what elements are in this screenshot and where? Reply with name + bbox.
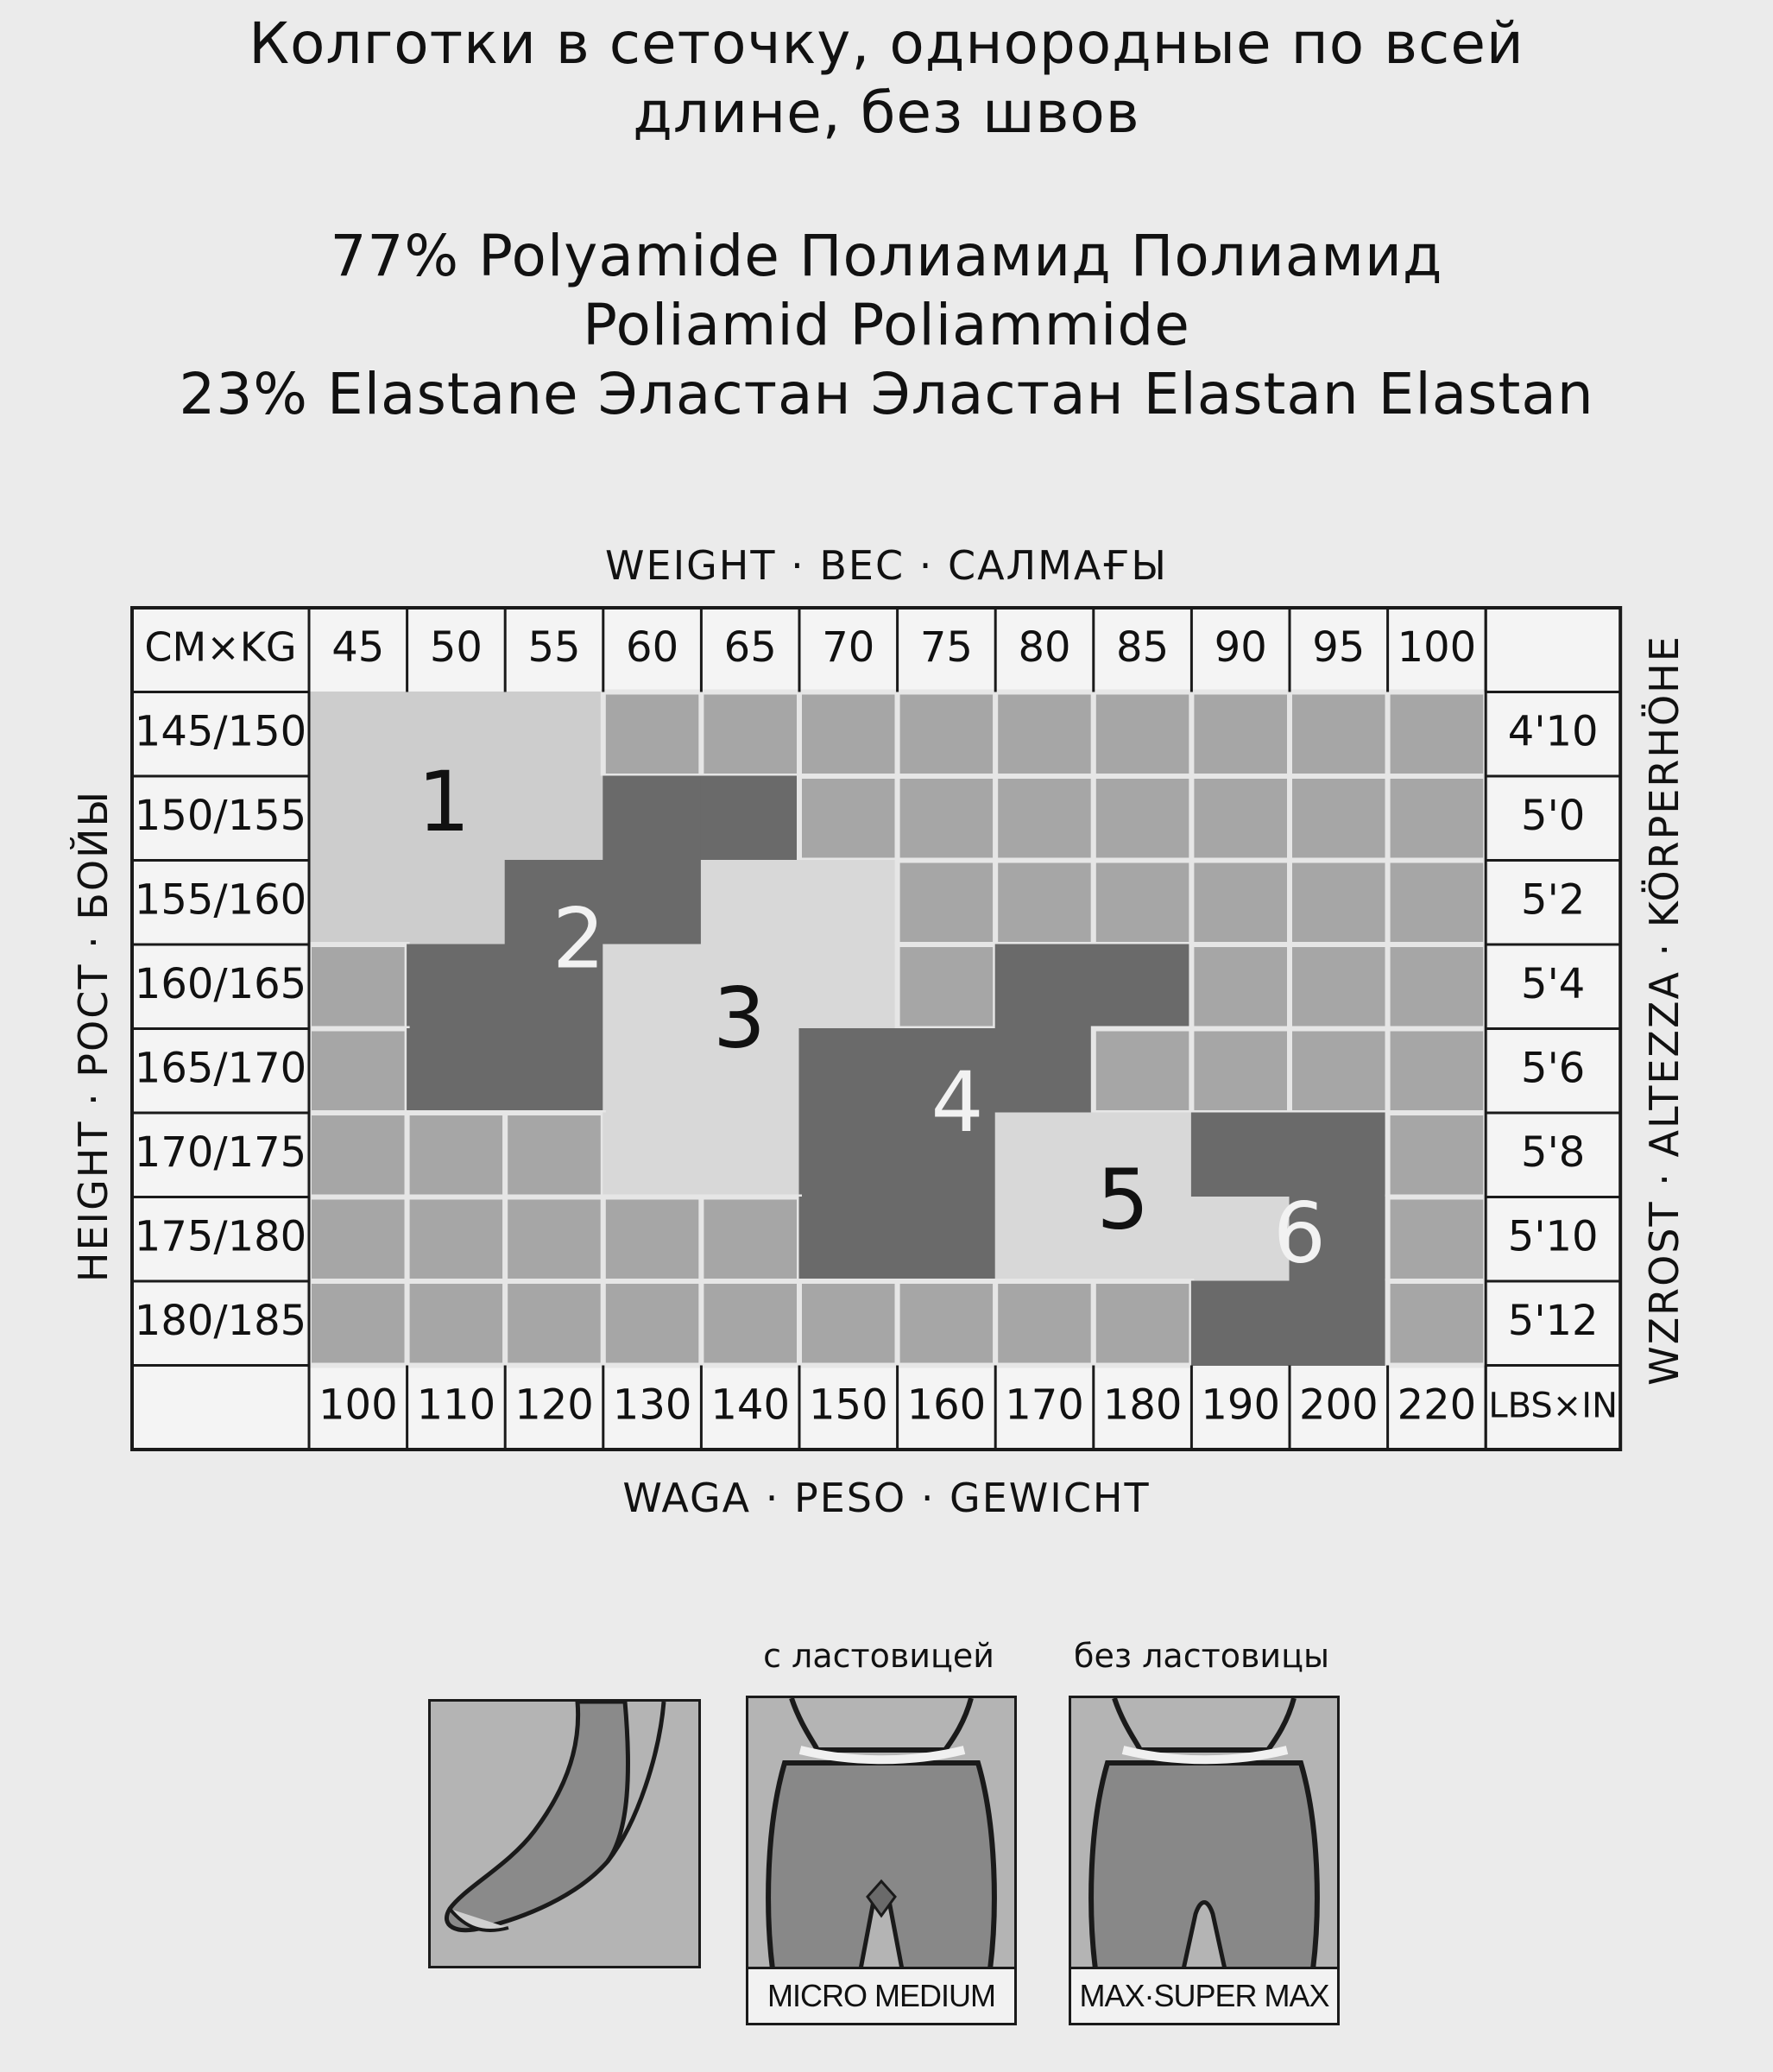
size-cell bbox=[1388, 692, 1486, 777]
lbs-tick-label: 130 bbox=[612, 1380, 692, 1430]
size-cell bbox=[1191, 1029, 1290, 1114]
in-tick-label: 5'12 bbox=[1507, 1296, 1599, 1345]
size-cell bbox=[505, 1281, 603, 1366]
size-cell bbox=[898, 861, 996, 945]
size-zone-label: 2 bbox=[552, 890, 605, 988]
size-zone-label: 4 bbox=[931, 1053, 984, 1151]
size-cell bbox=[701, 861, 799, 945]
size-cell bbox=[799, 692, 898, 777]
micro-medium-caption: MICRO MEDIUM bbox=[748, 1967, 1014, 2023]
size-cell bbox=[309, 1113, 407, 1197]
size-cell bbox=[995, 692, 1094, 777]
size-cell bbox=[309, 776, 407, 861]
size-cell bbox=[1094, 776, 1192, 861]
in-tick-label: 5'8 bbox=[1521, 1128, 1586, 1177]
size-cell bbox=[1191, 1281, 1290, 1366]
size-cell bbox=[898, 1197, 996, 1282]
size-cell bbox=[1191, 861, 1290, 945]
size-cell bbox=[1290, 861, 1388, 945]
kg-tick-label: 100 bbox=[1397, 622, 1477, 672]
size-cell bbox=[1094, 1281, 1192, 1366]
in-tick-label: 5'6 bbox=[1521, 1044, 1586, 1093]
size-cell bbox=[898, 776, 996, 861]
kg-tick-label: 80 bbox=[1018, 622, 1071, 672]
kg-tick-label: 70 bbox=[822, 622, 875, 672]
product-title-line-2: длине, без швов bbox=[633, 79, 1140, 146]
cm-tick-label: 155/160 bbox=[134, 875, 307, 925]
size-cell bbox=[1388, 776, 1486, 861]
size-cell bbox=[1191, 776, 1290, 861]
foot-drawing bbox=[431, 1702, 698, 1966]
size-zone-label: 1 bbox=[417, 753, 470, 850]
size-cell bbox=[1388, 944, 1486, 1029]
size-cell bbox=[1094, 944, 1192, 1029]
size-cell bbox=[309, 692, 407, 777]
wzrost-axis-title: WZROST · ALTEZZA · KÖRPERHÖHE bbox=[1641, 635, 1688, 1386]
size-cell bbox=[701, 1197, 799, 1282]
kg-tick-label: 55 bbox=[527, 622, 581, 672]
size-cell bbox=[309, 1197, 407, 1282]
size-cell bbox=[603, 1197, 702, 1282]
size-cell bbox=[603, 776, 702, 861]
size-zone-label: 3 bbox=[713, 970, 767, 1067]
size-cell bbox=[1290, 1029, 1388, 1114]
size-cell bbox=[309, 1029, 407, 1114]
size-cell bbox=[1191, 692, 1290, 777]
corner-lbs-in: LBS×IN bbox=[1488, 1386, 1618, 1426]
in-tick-label: 5'0 bbox=[1521, 791, 1586, 840]
size-cell bbox=[309, 944, 407, 1029]
size-cell bbox=[1290, 776, 1388, 861]
size-cell bbox=[407, 1029, 506, 1114]
height-axis-title: HEIGHT · РОСТ · БОЙЫ bbox=[70, 789, 117, 1283]
size-cell bbox=[799, 1113, 898, 1197]
size-cell bbox=[995, 944, 1094, 1029]
kg-tick-label: 60 bbox=[626, 622, 679, 672]
corner-cm-kg: CM×KG bbox=[144, 623, 297, 671]
product-title-line-1: Колготки в сеточку, однородные по всей bbox=[249, 10, 1524, 77]
size-cell bbox=[309, 861, 407, 945]
lbs-tick-label: 200 bbox=[1298, 1380, 1379, 1430]
cm-tick-label: 165/170 bbox=[134, 1044, 307, 1093]
size-cell bbox=[407, 1281, 506, 1366]
kg-tick-label: 45 bbox=[331, 622, 385, 672]
size-cell bbox=[1290, 944, 1388, 1029]
cm-tick-label: 170/175 bbox=[134, 1128, 307, 1177]
kg-tick-label: 95 bbox=[1312, 622, 1366, 672]
size-cell bbox=[1290, 1281, 1388, 1366]
size-cell bbox=[1388, 1029, 1486, 1114]
kg-tick-label: 50 bbox=[429, 622, 483, 672]
size-zone-label: 5 bbox=[1096, 1151, 1150, 1248]
size-cell bbox=[309, 1281, 407, 1366]
in-tick-label: 5'4 bbox=[1521, 959, 1586, 1008]
lbs-tick-label: 120 bbox=[514, 1380, 594, 1430]
size-cell bbox=[603, 1281, 702, 1366]
in-tick-label: 4'10 bbox=[1507, 707, 1599, 756]
foot-icon bbox=[428, 1699, 701, 1968]
size-cell bbox=[898, 1281, 996, 1366]
size-cell bbox=[995, 1029, 1094, 1114]
cm-tick-label: 150/155 bbox=[134, 791, 307, 840]
lbs-tick-label: 100 bbox=[318, 1380, 398, 1430]
lbs-tick-label: 170 bbox=[1005, 1380, 1084, 1430]
cm-tick-label: 175/180 bbox=[134, 1212, 307, 1261]
size-cell bbox=[799, 944, 898, 1029]
kg-tick-label: 65 bbox=[723, 622, 777, 672]
size-cell bbox=[505, 1197, 603, 1282]
lbs-tick-label: 180 bbox=[1102, 1380, 1183, 1430]
composition-line-2: Poliamid Poliammide bbox=[583, 292, 1190, 358]
kg-tick-label: 75 bbox=[919, 622, 973, 672]
lbs-tick-label: 190 bbox=[1201, 1380, 1281, 1430]
size-cell bbox=[995, 1281, 1094, 1366]
size-cell bbox=[603, 944, 702, 1029]
lbs-tick-label: 160 bbox=[906, 1380, 987, 1430]
max-super-max-caption: MAX·SUPER MAX bbox=[1071, 1967, 1337, 2023]
size-cell bbox=[505, 1029, 603, 1114]
size-cell bbox=[995, 861, 1094, 945]
size-cell bbox=[1290, 692, 1388, 777]
size-cell bbox=[799, 861, 898, 945]
kg-tick-label: 85 bbox=[1116, 622, 1170, 672]
cm-tick-label: 160/165 bbox=[134, 959, 307, 1008]
size-cell bbox=[603, 1029, 702, 1114]
gusset-without-label: без ластовицы bbox=[1074, 1637, 1329, 1675]
size-cell bbox=[1388, 1113, 1486, 1197]
tights-with-gusset-drawing bbox=[748, 1698, 1014, 1969]
gusset-with-label: с ластовицей bbox=[763, 1637, 994, 1675]
size-cell bbox=[1388, 1281, 1486, 1366]
tights-without-gusset-drawing bbox=[1071, 1698, 1337, 1969]
waga-axis-title: WAGA · PESO · GEWICHT bbox=[622, 1475, 1151, 1521]
size-cell bbox=[701, 692, 799, 777]
size-cell bbox=[1388, 1197, 1486, 1282]
size-cell bbox=[505, 776, 603, 861]
size-cell bbox=[995, 1113, 1094, 1197]
size-cell bbox=[1094, 692, 1192, 777]
lbs-tick-label: 110 bbox=[416, 1380, 496, 1430]
lbs-tick-label: 150 bbox=[808, 1380, 888, 1430]
size-cell bbox=[603, 1113, 702, 1197]
lbs-tick-label: 220 bbox=[1397, 1380, 1477, 1430]
size-cell bbox=[1094, 861, 1192, 945]
size-zone-label: 6 bbox=[1272, 1184, 1326, 1282]
in-tick-label: 5'10 bbox=[1507, 1212, 1599, 1261]
size-cell bbox=[701, 1281, 799, 1366]
size-cell bbox=[701, 1113, 799, 1197]
size-cell bbox=[799, 1197, 898, 1282]
size-cell bbox=[407, 944, 506, 1029]
weight-axis-title: WEIGHT · ВЕС · САЛМАҒЫ bbox=[605, 542, 1168, 589]
size-cell bbox=[1191, 944, 1290, 1029]
size-cell bbox=[799, 1281, 898, 1366]
micro-medium-gusset-icon bbox=[746, 1696, 1017, 2025]
size-cell bbox=[407, 1113, 506, 1197]
composition-line-1: 77% Polyamide Полиамид Полиамид bbox=[330, 223, 1443, 289]
size-cell bbox=[995, 1197, 1094, 1282]
size-cell bbox=[603, 692, 702, 777]
size-cell bbox=[603, 861, 702, 945]
cm-tick-label: 180/185 bbox=[134, 1296, 307, 1345]
size-cell bbox=[799, 1029, 898, 1114]
size-cell bbox=[1388, 861, 1486, 945]
size-cell bbox=[898, 692, 996, 777]
cm-tick-label: 145/150 bbox=[134, 707, 307, 756]
size-cell bbox=[407, 861, 506, 945]
size-cell bbox=[1094, 1029, 1192, 1114]
size-cell bbox=[799, 776, 898, 861]
in-tick-label: 5'2 bbox=[1521, 875, 1586, 925]
lbs-tick-label: 140 bbox=[710, 1380, 791, 1430]
size-cell bbox=[995, 776, 1094, 861]
size-cell bbox=[407, 1197, 506, 1282]
size-cell bbox=[505, 692, 603, 777]
max-super-max-icon bbox=[1069, 1696, 1340, 2025]
composition-line-3: 23% Elastane Эластан Эластан Elastan Elastan bbox=[179, 361, 1594, 427]
kg-tick-label: 90 bbox=[1214, 622, 1267, 672]
size-cell bbox=[701, 776, 799, 861]
size-cell bbox=[898, 944, 996, 1029]
size-cell bbox=[505, 1113, 603, 1197]
